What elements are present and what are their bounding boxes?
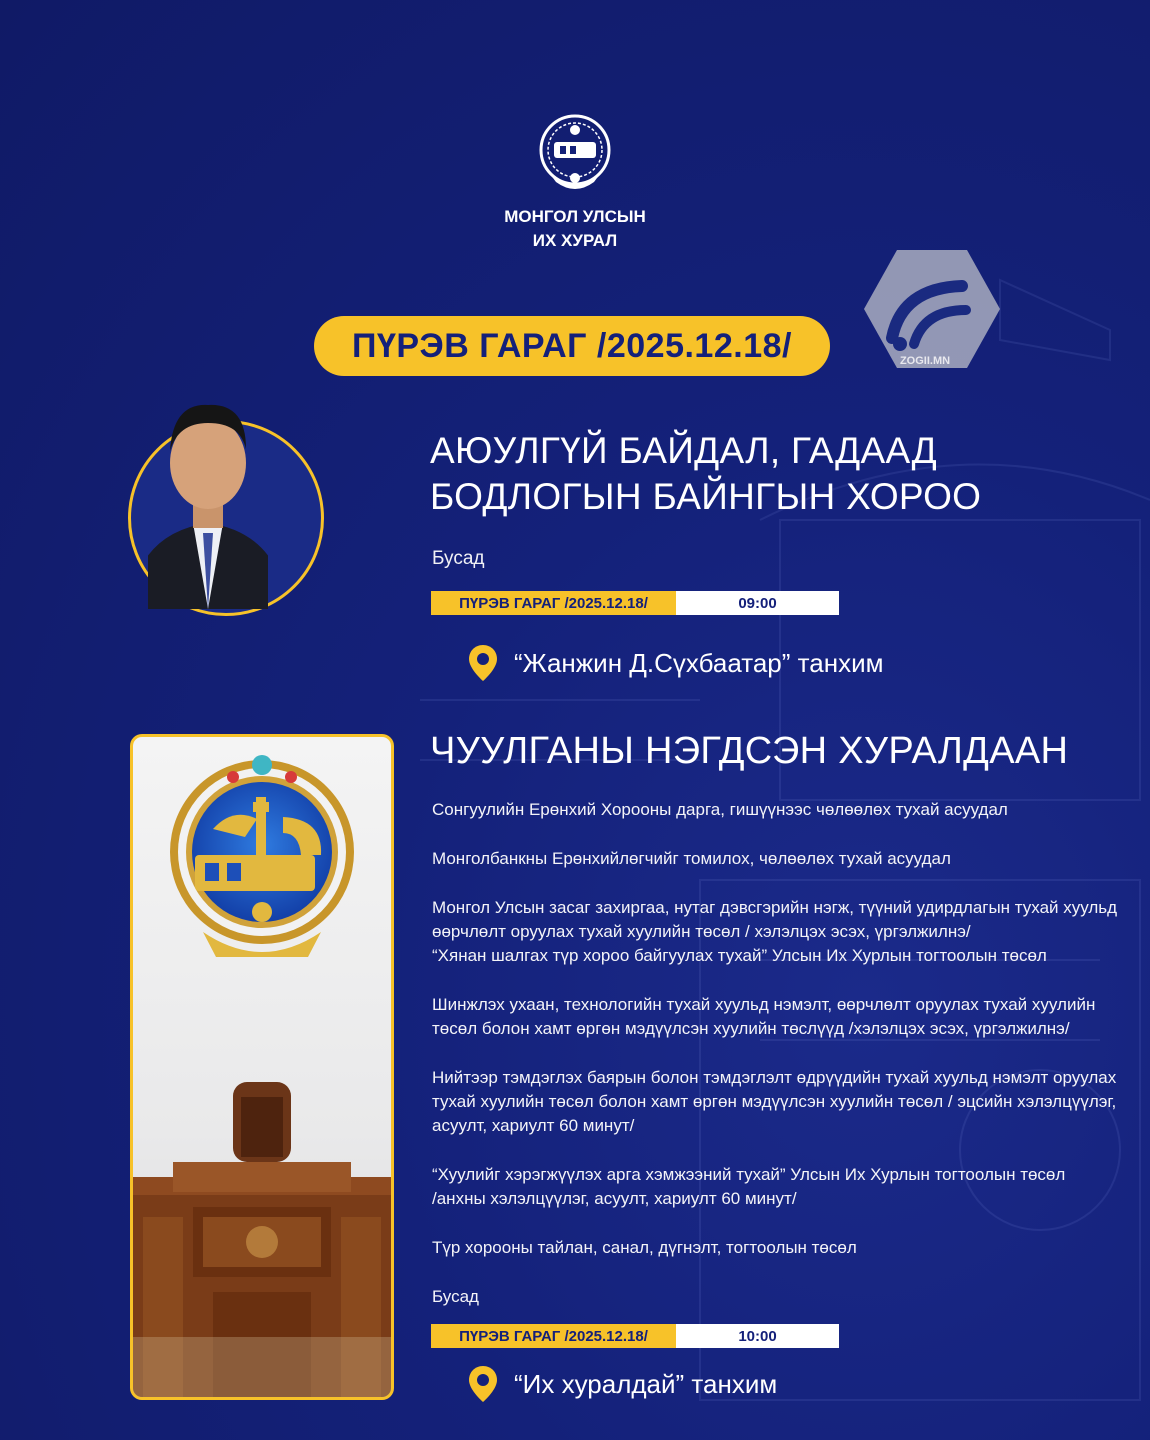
session1-datetime-bar xyxy=(431,591,839,615)
agenda-item xyxy=(432,993,1122,1041)
session2-agenda xyxy=(432,798,1122,1334)
session1-title-line1: АЮУЛГҮЙ БАЙДАЛ, ГАДААД xyxy=(430,430,938,471)
agenda-item xyxy=(432,1236,1122,1260)
parliament-hall-image xyxy=(133,737,391,1397)
parliament-emblem-card xyxy=(130,734,394,1400)
watermark-text: ZOGII.MN xyxy=(899,355,951,367)
agenda-item-line: Монголбанкны Ерөнхийлөгчийг томилох, чөлөөлөх тухай асуудал xyxy=(432,849,951,868)
agenda-item-line: Монгол Улсын засаг захиргаа, нутаг дэвсгэрийн нэгж, түүний удирдлагын тухай хуульд xyxy=(432,898,1118,917)
session1-location xyxy=(468,644,883,682)
organization-name xyxy=(470,205,680,253)
agenda-item xyxy=(432,798,1122,822)
session1-date: ПҮРЭВ ГАРАГ /2025.12.18/ xyxy=(431,591,676,615)
session2-datetime-bar xyxy=(431,1324,839,1348)
session2-location-text: “Их хуралдай” танхим xyxy=(514,1368,778,1399)
session1-location-text: “Жанжин Д.Сүхбаатар” танхим xyxy=(514,647,884,678)
agenda-item xyxy=(432,1066,1122,1138)
session1-other-label: Бусад xyxy=(432,548,485,569)
zogii-logo-icon xyxy=(862,248,1002,370)
state-emblem-icon xyxy=(530,108,620,200)
agenda-item-line: Сонгуулийн Ерөнхий Хорооны дарга, гишүүнээс чөлөөлөх тухай асуудал xyxy=(432,800,1008,819)
session2-date: ПҮРЭВ ГАРАГ /2025.12.18/ xyxy=(431,1324,676,1348)
session2-other-label xyxy=(432,1285,1122,1309)
agenda-item-line: /анхны хэлэлцүүлэг, асуулт, хариулт 60 минут/ xyxy=(432,1189,797,1208)
agenda-item xyxy=(432,1163,1122,1211)
agenda-item-line: Шинжлэх ухаан, технологийн тухай хуульд нэмэлт, өөрчлөлт оруулах тухай хуулийн xyxy=(432,995,1096,1014)
org-line-1: МОНГОЛ УЛСЫН xyxy=(504,207,646,226)
location-pin-icon xyxy=(468,644,498,682)
agenda-item-line: төсөл болон хамт өргөн мэдүүлсэн хуулийн төслүүд /хэлэлцэх эсэх, үргэлжилнэ/ xyxy=(432,1019,1070,1038)
session1-time: 09:00 xyxy=(676,591,839,615)
session1-title-line2: БОДЛОГЫН БАЙНГЫН ХОРОО xyxy=(430,476,982,517)
org-line-2: ИХ ХУРАЛ xyxy=(532,231,618,250)
agenda-item xyxy=(432,847,1122,871)
session2-time: 10:00 xyxy=(676,1324,839,1348)
session2-title: ЧУУЛГАНЫ НЭГДСЭН ХУРАЛДААН xyxy=(430,730,1069,772)
location-pin-icon xyxy=(468,1365,498,1403)
agenda-item-line: Түр хорооны тайлан, санал, дүгнэлт, тогтоолын төсөл xyxy=(432,1238,857,1257)
session2-location xyxy=(468,1365,777,1403)
agenda-item-line: “Хянан шалгах түр хороо байгуулах тухай” Улсын Их Хурлын тогтоолын төсөл xyxy=(432,946,1047,965)
agenda-item-line: Нийтээр тэмдэглэх баярын болон тэмдэглэлт өдрүүдийн тухай хуульд нэмэлт оруулах xyxy=(432,1068,1117,1087)
agenda-item-line: тухай хуулийн төсөл болон хамт өргөн мэдүүлсэн хуулийн төсөл / эцсийн хэлэлцүүлэг, xyxy=(432,1092,1117,1111)
session1-title xyxy=(430,428,1030,520)
agenda-item-line: өөрчлөлт оруулах тухай хуулийн төсөл / хэлэлцэх эсэх, үргэлжилнэ/ xyxy=(432,922,971,941)
agenda-item-line: “Хуулийг хэрэгжүүлэх арга хэмжээний тухай” Улсын Их Хурлын тогтоолын төсөл xyxy=(432,1165,1066,1184)
agenda-item-line: асуулт, хариулт 60 минут/ xyxy=(432,1116,635,1135)
agenda-item xyxy=(432,896,1122,968)
session2-other-label-text: Бусад xyxy=(432,1287,479,1306)
portrait-photo xyxy=(148,383,268,609)
date-banner: ПҮРЭВ ГАРАГ /2025.12.18/ xyxy=(314,316,830,376)
